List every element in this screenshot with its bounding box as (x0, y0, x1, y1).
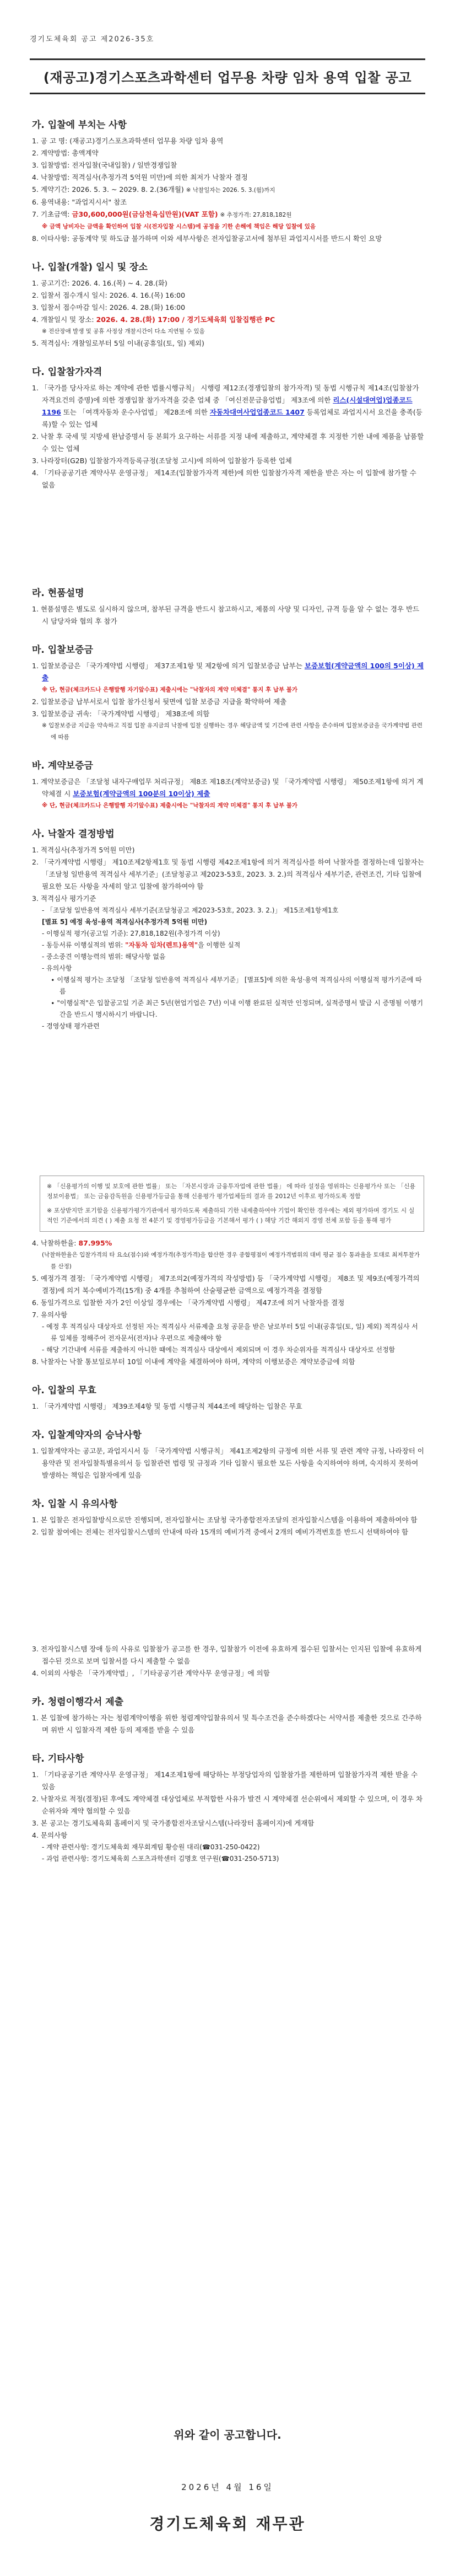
bid-bond-requirement: 보증보험(계약금액의 100의 5이상) 제출 (42, 662, 424, 682)
ga-item-8: 8. 이타사항: 공동계약 및 하도급 불가하며 이와 세부사항은 전자입찰공고서에 첨부된 과업지시서를 반드시 확인 요망 (32, 234, 382, 243)
contact-task: - 과업 관련사항: 경기도체육회 스포츠과학센터 김명호 연구원(☎031-250-5713) (42, 1855, 279, 1863)
title-box (30, 58, 425, 94)
sa-item-3: 3. 적격심사 평가기준 (32, 894, 96, 903)
section-heading-cha: 차. 입찰 시 유의사항 (32, 1499, 118, 1510)
ma-item-3: 3. 입찰보증금 귀속: 「국가계약법 시행령」 제38조에 의함 (32, 710, 210, 718)
da-item-1-text: 1. 「국가를 당사자로 하는 계약에 관한 법률시행규칙」 시행령 제12조(경쟁입찰의 참가자격) 및 동법 시행규칙 제14조(입찰참가자격요건의 증명)에 의한 경쟁입찰 참가자격을 갖춘 업체 중 「여신전문금융업법」 제3조에 의한 (32, 384, 419, 404)
section-heading-a: 아. 입찰의 무효 (32, 1385, 96, 1396)
cha-item-4: 4. 이외의 사항은 「국가계약법」, 「기타공공기관 계약사무 운영규정」에 의함 (32, 1669, 270, 1677)
ma-item-2: 2. 입찰보증금 납부서로서 입찰 참가신청서 뒷면에 입찰 보증금 지급을 확약하여 제출 (32, 697, 287, 706)
ga-item-7-label: 7. 기초금액: (32, 210, 72, 218)
section-heading-sa: 사. 낙찰자 결정방법 (32, 829, 115, 840)
ma-item-1-text: 1. 입찰보증금은 「국가계약법 시행령」 제37조제1항 및 제2항에 의거 입찰보증금 납부는 (32, 662, 305, 670)
sa-item-7-1: - 예정 후 적격심사 대상자로 선정된 자는 적격심사 서류제출 요청 공문을 받은 날로부터 5일 이내(공휴일(토, 일) 제외) 적격심사 서류 일체를 정해주어 전자문서(전자)나 우편으로 제출해야 함 (42, 1323, 418, 1342)
section-heading-ga: 가. 입찰에 부치는 사항 (32, 120, 127, 131)
da-item-3: 3. 나라장터(G2B) 입찰참가자격등록규정(조달청 고시)에 의하여 입찰참가 등록한 업체 (32, 457, 292, 465)
car-rental-business-code: 자동차대여사업업종코드 1407 (209, 408, 305, 416)
base-amount: 금30,600,000원(금삼천육십만원)(VAT 포함) (72, 210, 218, 218)
credit-note-2: ※ 포상받지만 포기함을 신용평가평가기관에서 평가하도록 제출하되 기한 내제출하여야 기업이 확인한 경우에는 제외 평가하며 경기도 시 실적인 기준에서의 의견 ( ) 제출 요청 전 4분기 및 경영평가등급을 기본해서 평가 ( ) 해당 기간 해외지 경영 전체 포함 등을 통해 평가 (47, 1207, 415, 1224)
sa-criteria-table: [별표 5] 예정 육성·용역 적격심사(추정가격 5억원 미만) (42, 918, 208, 926)
ga-item-7 (32, 208, 424, 221)
section-heading-ra: 라. 현품설명 (32, 588, 84, 599)
ka-item-1: 1. 본 입찰에 참가하는 자는 청렴계약이행을 위한 청렴계약입찰유의서 및 특수조건을 준수하겠다는 서약서를 제출한 것으로 간주하며 위반 시 입찰자격 제한 등의 제재를 받을 수 있음 (32, 1714, 422, 1734)
sa-item-2: 2. 「국가계약법 시행령」 제10조제2항제1호 및 동법 시행령 제42조제1항에 의거 적격심사를 하여 낙찰자를 결정하는데 입찰자는 「조달청 일반용역 적격심사 세부기준」(조달청공고 제2023-53호, 2023. 3. 2.)의 적격심사 세부기준, 관련조건, 기타 입찰에 필요한 모든 사항을 자세히 알고 입찰에 참가하여야 함 (32, 858, 424, 890)
cha-item-2: 2. 입찰 참여에는 전체는 전자입찰시스템의 안내에 따라 15개의 예비가격 중에서 2개의 예비가격번호를 반드시 선택하여야 함 (32, 1528, 409, 1536)
ga-item-5-note: ※ 낙찰일자는 2026. 5. 3.(월)까지 (186, 187, 275, 194)
sa-caution-2-text: ∙ "이행실적"은 입찰공고일 기준 최근 5년(현업기업은 7년) 이내 이행 완료된 실적만 인정되며, 실적증명서 발급 시 증명될 이행기간을 반드시 명시하시기 바랍니다. (51, 999, 424, 1018)
notice-body (32, 117, 424, 1865)
sa-sme-scope: - 중소중견 이행능력의 범위: 해당사항 없음 (42, 953, 166, 960)
sa-item-4-note: (낙찰하한율은 입찰가격의 타 요소(점수)와 예정가격(추정가격)을 합산한 경우 종합평점이 예정가격범위의 대비 평균 점수 통과율을 토대로 최저투찰가를 산정) (42, 1252, 420, 1270)
page-title: (재공고)경기스포츠과학센터 업무용 차량 임차 용역 입찰 공고 (43, 70, 412, 85)
sa-management-eval: - 경영상태 평가관련 (42, 1022, 100, 1030)
sa-caution: - 유의사항 (42, 964, 72, 972)
na-item-4 (32, 314, 424, 326)
ga-item-2: 2. 계약방법: 총액계약 (32, 149, 99, 157)
opening-datetime: 2026. 4. 28.(화) 17:00 / 경기도체육회 입찰집행관 PC (96, 315, 275, 324)
lease-business-code: 리스(시설대여업)업종코드 1196 (42, 396, 413, 416)
na-item-1: 1. 공고기간: 2026. 4. 16.(목) ~ 4. 28.(화) (32, 279, 167, 287)
sa-item-8: 8. 낙찰자는 낙찰 통보일로부터 10일 이내에 계약을 체결하여야 하며, 계약의 이행보증은 계약보증금에 의함 (32, 1357, 355, 1366)
ta-item-4: 4. 문의사항 (32, 1831, 68, 1839)
sa-item-5: 5. 예정가격 결정: 「국가계약법 시행령」 제7조의2(예정가격의 작성방법) 등 「국가계약법 시행령」 제8조 및 제9조(예정가격의 결정)에 의거 복수예비가격(15개) 중 4개를 추첨하여 산술평균한 금액으로 예정가격을 결정함 (32, 1274, 420, 1295)
sa-scope-service: "자동차 임차(렌트)용역" (125, 941, 198, 949)
sa-performance-scope (32, 940, 424, 951)
ma-item-1 (32, 660, 424, 684)
ja-item-1: 1. 입찰계약자는 공고문, 과업지시서 등 「국가계약법 시행규칙」 제41조제2항의 규정에 의한 서류 및 관련 계약 규정, 나라장터 이용약관 및 전자입찰특별유의서 등 입찰관련 법령 및 규정과 기타 입찰시 필요한 모든 사항을 숙지하여야 하며, 숙지하지 못하여 발생하는 책임은 입찰자에게 있음 (32, 1447, 424, 1479)
ga-item-5-text: 5. 계약기간: 2026. 5. 3. ~ 2029. 8. 2.(36개월) (32, 185, 184, 194)
credit-note-1: ※ 「신용평가의 이행 및 보호에 관한 법률」 또는 「자본시장과 금융투자업에 관한 법률」 에 따라 설정을 영위하는 신용평가사 또는 「신용정보이용법」 또는 금융감독원을 신용평가등급을 통해 신용평가 평가업체들의 결과 를 2012년 이후로 평가하도록 정함 (47, 1183, 416, 1200)
da-item-1 (32, 382, 424, 431)
a-item-1: 1. 「국가계약법 시행령」 제39조제4항 및 동법 시행규칙 제44조에 해당하는 입찰은 무효 (32, 1402, 302, 1410)
sa-criteria-1: - 「조달청 일반용역 적격심사 세부기준(조달청공고 제2023-53호, 2023. 3. 2.)」 제15조제1항제1호 (42, 906, 339, 914)
ga-item-4: 4. 낙찰방법: 적격심사(추정가격 5억원 미만)에 의한 최저가 낙찰자 결정 (32, 173, 248, 181)
section-heading-na: 나. 입찰(개찰) 일시 및 장소 (32, 262, 148, 273)
sa-scope-label: - 동등서류 이행실적의 범위: (42, 941, 126, 949)
ma-item-1-note: ※ 단, 현금(체크카드나 은행발행 자기앞수표) 제출시에는 "낙찰자의 계약 미체결" 통지 후 납부 불가 (42, 686, 298, 693)
na-item-4-note: ※ 전산장애 발생 및 공휴 사정상 개찰시간이 다소 지연될 수 있음 (42, 328, 205, 335)
ma-item-3-note: ※ 입찰보증금 지급을 약속하고 직접 입찰 유지금의 낙찰에 입찰 실행하는 경우 해당금액 및 기간에 관련 사항을 준수하며 입찰보증금을 국가계약법 관련에 따름 (42, 722, 422, 740)
sa-caution-1: ∙ 이행실적 평가는 조달청 「조달청 일반용역 적격심사 세부기준」 [별표5]에 의한 육성·용역 적격심사의 이행실적 평가기준에 따름 (51, 976, 422, 995)
sa-item-7: 7. 유의사항 (32, 1311, 68, 1319)
sa-item-4-label: 4. 낙찰하한율: (32, 1239, 79, 1247)
ba-item-1 (32, 776, 424, 800)
ra-item-1: 1. 현품설명은 별도로 실시하지 않으며, 참부된 규격을 반드시 참고하시고, 제품의 사양 및 디자인, 규격 등을 알 수 없는 경우 반드시 담당자와 협의 후 참가 (32, 605, 420, 625)
lower-limit-rate: 87.995% (78, 1239, 112, 1247)
na-item-4-label: 4. 개찰일시 및 장소: (32, 315, 96, 324)
sa-performance-eval: - 이행실적 평가(공고일 기준): 27,818,182원(추정가격 이상) (42, 930, 220, 937)
sa-caution-2 (32, 997, 424, 1021)
na-item-5: 5. 적격심사: 개찰일로부터 5일 이내(공휴일(토, 일) 제외) (32, 339, 204, 347)
ga-item-6: 6. 용역내용: "과업지시서" 참조 (32, 198, 127, 206)
sa-item-4 (32, 1237, 424, 1249)
na-item-2: 2. 입찰서 접수개시 일시: 2026. 4. 16.(목) 16:00 (32, 291, 186, 299)
section-heading-da: 다. 입찰참가자격 (32, 367, 102, 378)
credit-rating-note-box (40, 1176, 424, 1232)
sa-scope-tail: 을 이행한 실적 (198, 941, 241, 949)
cha-item-3: 3. 전자입찰시스템 장애 등의 사유로 입찰참가 공고를 한 경우, 입찰참가 이전에 유효하게 접수된 입찰서는 인지된 입찰에 유효하게 접수된 것으로 보며 입찰서를 다시 제출할 수 없음 (32, 1645, 422, 1665)
section-heading-ma: 마. 입찰보증금 (32, 645, 93, 656)
issuing-organization: 경기도체육회 재무관 (149, 2515, 306, 2533)
closing-message: 위와 같이 공고합니다. (174, 2428, 281, 2441)
estimated-price: ※ 추정가격: 27,818,182원 (220, 212, 292, 218)
ga-item-3: 3. 입찰방법: 전자입찰(국내입찰) / 일반경쟁입찰 (32, 161, 177, 169)
sa-item-1: 1. 적격심사(추정가격 5억원 미만) (32, 846, 135, 854)
ga-item-7-warning: ※ 금액 낭비자는 금액을 확인하여 입찰 시(전자입찰 시스템)에 공정을 기한 손해에 책임은 해당 입찰에 있음 (42, 223, 316, 230)
section-heading-ja: 자. 입찰계약자의 승낙사항 (32, 1430, 142, 1441)
closing-date: 2026년 4월 16일 (181, 2482, 274, 2492)
ta-item-1: 1. 「기타공공기관 계약사무 운영규정」 제14조제1항에 해당하는 부정당업자의 입찰참가를 제한하며 입찰참가자격 제한 받을 수 있음 (32, 1770, 418, 1791)
ga-item-5 (32, 184, 424, 196)
da-item-4: 4. 「기타공공기관 계약사무 운영규정」 제14조(입찰참가자격 제한)에 의한 입찰참가자격 제한을 받은 자는 이 입찰에 참가할 수 없음 (32, 469, 416, 489)
ba-item-1-note: ※ 단, 현금(체크카드나 은행발행 자기앞수표) 제출시에는 "낙찰자의 계약 미체결" 통지 후 납부 불가 (42, 802, 298, 809)
sa-item-7-2: - 해당 기간내에 서류를 제출하지 아니한 때에는 적격심사 대상에서 제외되며 이 경우 차순위자를 적격심사 대상자로 선정함 (42, 1346, 396, 1354)
da-item-1-or: 또는 「여객자동차 운수사업법」 제28조에 의한 (61, 408, 210, 416)
ba-item-1-text: 1. 계약보증금은 「조달청 내자구매업무 처리규정」 제8조 제18조(계약보증금) 및 「국가계약법 시행령」 제50조제1항에 의거 계약체결 시 (32, 777, 424, 798)
cha-item-1: 1. 본 입찰은 전자입찰방식으로만 진행되며, 전자입찰서는 조달청 국가종합전자조달의 전자입찰시스템을 이용하여 제출하여야 함 (32, 1516, 418, 1524)
section-heading-ka: 카. 청렴이행각서 제출 (32, 1697, 124, 1708)
sa-item-6: 6. 동일가격으로 입찰한 자가 2인 이상일 경우에는 「국가계약법 시행령」 제47조에 의거 낙찰자를 결정 (32, 1298, 345, 1307)
notice-number: 경기도체육회 공고 제2026-35호 (30, 35, 155, 44)
da-item-1-tail: 등록업체로 과업지시서 요건을 충족(등록)할 수 있는 업체 (42, 408, 422, 428)
section-heading-ba: 바. 계약보증금 (32, 760, 93, 771)
section-heading-ta: 타. 기타사항 (32, 1753, 84, 1764)
na-item-3: 3. 입찰서 접수마감 일시: 2026. 4. 28.(화) 16:00 (32, 303, 186, 312)
da-item-2: 2. 낙찰 후 국세 및 지방세 완납증명서 등 본회가 요구하는 서류를 지정 내에 제출하고, 계약체결 후 지정한 기한 내에 제품을 납품할 수 있는 업체 (32, 432, 424, 453)
ta-item-2: 2. 낙찰자로 적정(결정)된 후에도 계약체결 대상업체로 부적합한 사유가 발견 시 계약체결 선순위에서 제외할 수 있으며, 이 경우 차순위자와 계약 협의할 수 있음 (32, 1795, 423, 1815)
contract-bond-requirement: 보증보험(계약금액의 100분의 10이상) 제출 (73, 790, 210, 798)
contact-contract: - 계약 관련사항: 경기도체육회 재무회계팀 황승원 대리(☎031-250-0422) (42, 1843, 260, 1851)
ga-item-1: 1. 공 고 명: (재공고)경기스포츠과학센터 업무용 차량 임차 용역 (32, 137, 224, 145)
ta-item-3: 3. 본 공고는 경기도체육회 홈페이지 및 국가종합전자조달시스템(나라장터 홈페이지)에 게재함 (32, 1819, 315, 1827)
